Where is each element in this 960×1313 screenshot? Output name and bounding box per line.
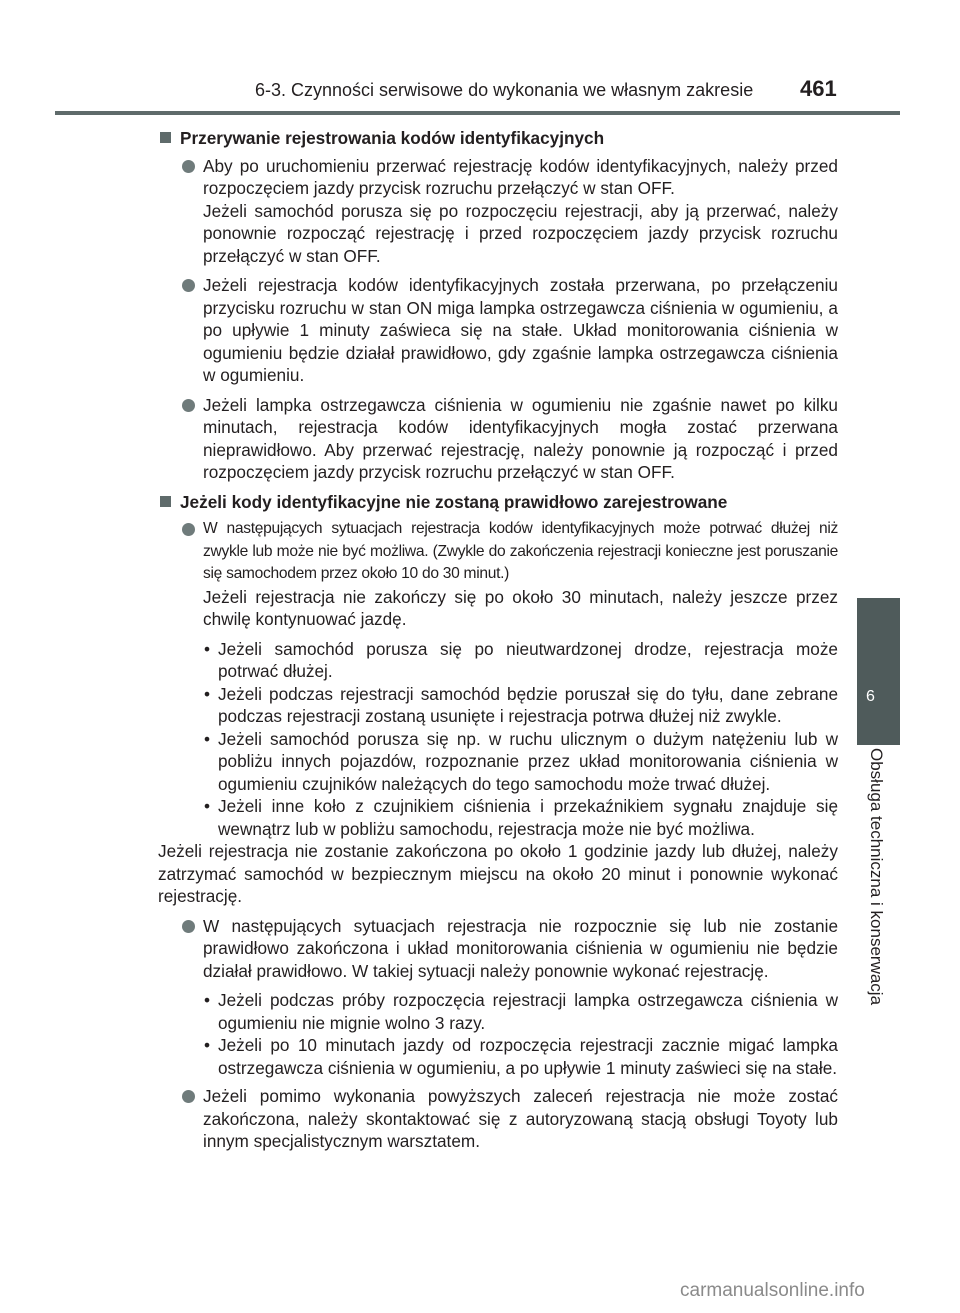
section-heading — [158, 127, 838, 150]
square-bullet-icon — [160, 132, 171, 143]
square-bullet-icon — [160, 496, 171, 507]
sub-item-text: Jeżeli po 10 minutach jazdy od rozpoczęcia rejestracji zacznie migać lampka ostrzegawcza ciśnienia w ogumieniu, a po upływie 1 minuty zaświeci się na stałe. — [218, 1035, 838, 1078]
sub-item — [158, 638, 838, 683]
heading-text: Jeżeli kody identyfikacyjne nie zostaną prawidłowo zarejestrowane — [180, 491, 728, 512]
section-heading — [158, 491, 838, 514]
heading-text: Przerywanie rejestrowania kodów identyfikacyjnych — [180, 128, 605, 148]
sub-item-text: Jeżeli podczas rejestracji samochód będzie poruszał się do tyłu, dane zebrane podczas rejestracji zostaną usunięte i rejestracja potrwa dłużej niż zwykle. — [218, 683, 838, 726]
page-number: 461 — [800, 76, 837, 101]
dot-marker: • — [204, 1035, 211, 1055]
bullet-item — [158, 394, 838, 484]
circle-bullet-icon — [182, 1090, 195, 1103]
paragraph: Jeżeli rejestracja nie zakończy się po około 30 minutach, należy jeszcze przez chwilę kontynuować jazdę. — [203, 586, 838, 629]
paragraph: W następujących sytuacjach rejestracja nie rozpocznie się lub nie zostanie prawidłowo zakończona i układ monitorowania ciśnienia w ogumieniu nie będzie działał prawidłowo. W takiej sytuacji należy ponownie wykonać rejestrację. — [203, 915, 838, 981]
sub-item-text: Jeżeli inne koło z czujnikiem ciśnienia i przekaźnikiem sygnału znajduje się wewnątrz lub w pobliżu samochodu, rejestracja może nie być możliwa. — [218, 796, 838, 839]
chapter-tab — [857, 598, 900, 745]
note-paragraph: Jeżeli rejestracja nie zostanie zakończona po około 1 godzinie jazdy lub dłużej, należy zatrzymać samochód w bezpiecznym miejscu na około 20 minut i ponownie wykonać rejestrację. — [158, 841, 838, 906]
sub-item-text: Jeżeli samochód porusza się np. w ruchu ulicznym o dużym natężeniu lub w pobliżu innych pojazdów, rozpoznanie przez układ monitorowania ciśnienia w ogumieniu czujników należących do tego samochodu może trwać dłużej. — [218, 728, 838, 794]
paragraph: Jeżeli pomimo wykonania powyższych zaleceń rejestracja nie może zostać zakończona, należy skontaktować się z autoryzowaną stacją obsługi Toyoty lub innym specjalistycznym warsztatem. — [203, 1086, 838, 1151]
chapter-label: Obsługa techniczna i konserwacja — [867, 748, 886, 1006]
circle-bullet-icon — [182, 920, 195, 933]
bullet-item — [158, 155, 838, 268]
bullet-item — [158, 274, 838, 387]
header-divider — [55, 111, 900, 115]
dot-marker: • — [204, 796, 211, 816]
paragraph: Jeżeli rejestracja kodów identyfikacyjnych została przerwana, po przełączeniu przycisku rozruchu w stan ON miga lampka ostrzegawcza ciśnienia w ogumieniu, a po upływie 1 minuty zaświeca się na stałe. Układ monitorowania ciśnienia w ogumieniu będzie działał prawidłowo, gdy zgaśnie lampka ostrzegawcza ciśnienia w ogumieniu. — [203, 275, 838, 385]
sub-item — [158, 795, 838, 840]
paragraph: Jeżeli lampka ostrzegawcza ciśnienia w ogumieniu nie zgaśnie nawet po kilku minutach, rejestracja kodów identyfikacyjnych mogła zostać przerwana nieprawidłowo. Aby przerwać rejestrację, należy ponownie ją rozpocząć i przed rozpoczęciem jazdy przycisk rozruchu przełączyć w stan OFF. — [203, 394, 838, 482]
bullet-item — [158, 518, 838, 631]
sub-item-text: Jeżeli podczas próby rozpoczęcia rejestracji lampka ostrzegawcza ciśnienia w ogumieniu nie mignie wolno 3 razy. — [218, 990, 838, 1033]
circle-bullet-icon — [182, 399, 195, 412]
sub-item — [158, 728, 838, 796]
circle-bullet-icon — [182, 523, 195, 536]
dot-marker: • — [204, 638, 211, 659]
page-content — [158, 127, 838, 1160]
bullet-item — [158, 915, 838, 983]
dot-marker: • — [204, 990, 211, 1010]
sub-item-text: Jeżeli samochód porusza się po nieutwardzonej drodze, rejestracja może potrwać dłużej. — [218, 638, 838, 681]
chapter-number: 6 — [866, 688, 875, 705]
section-title: 6-3. Czynności serwisowe do wykonania we własnym zakresie — [255, 80, 754, 100]
circle-bullet-icon — [182, 279, 195, 292]
paragraph: Jeżeli samochód porusza się po rozpoczęciu rejestracji, aby ją przerwać, należy ponownie rozpocząć rejestrację i przed rozpoczęciem jazdy przycisk rozruchu przełączyć w stan OFF. — [203, 200, 838, 266]
sub-item — [158, 683, 838, 728]
watermark-link[interactable]: carmanualsonline.info — [680, 1280, 865, 1301]
paragraph: Aby po uruchomieniu przerwać rejestrację kodów identyfikacyjnych, należy przed rozpoczęciem jazdy przycisk rozruchu przełączyć w stan OFF. — [203, 155, 838, 198]
sub-item — [158, 1034, 838, 1079]
circle-bullet-icon — [182, 160, 195, 173]
paragraph: W następujących sytuacjach rejestracja kodów identyfikacyjnych może potrwać dłużej niż zwykle lub może nie być możliwa. (Zwykle do zakończenia rejestracji konieczne jest poruszanie się samochodem przez około 10 do 30 minut.) — [203, 520, 838, 582]
bullet-item — [158, 1085, 838, 1153]
sub-item — [158, 989, 838, 1034]
dot-marker: • — [204, 683, 211, 704]
dot-marker: • — [204, 728, 211, 749]
